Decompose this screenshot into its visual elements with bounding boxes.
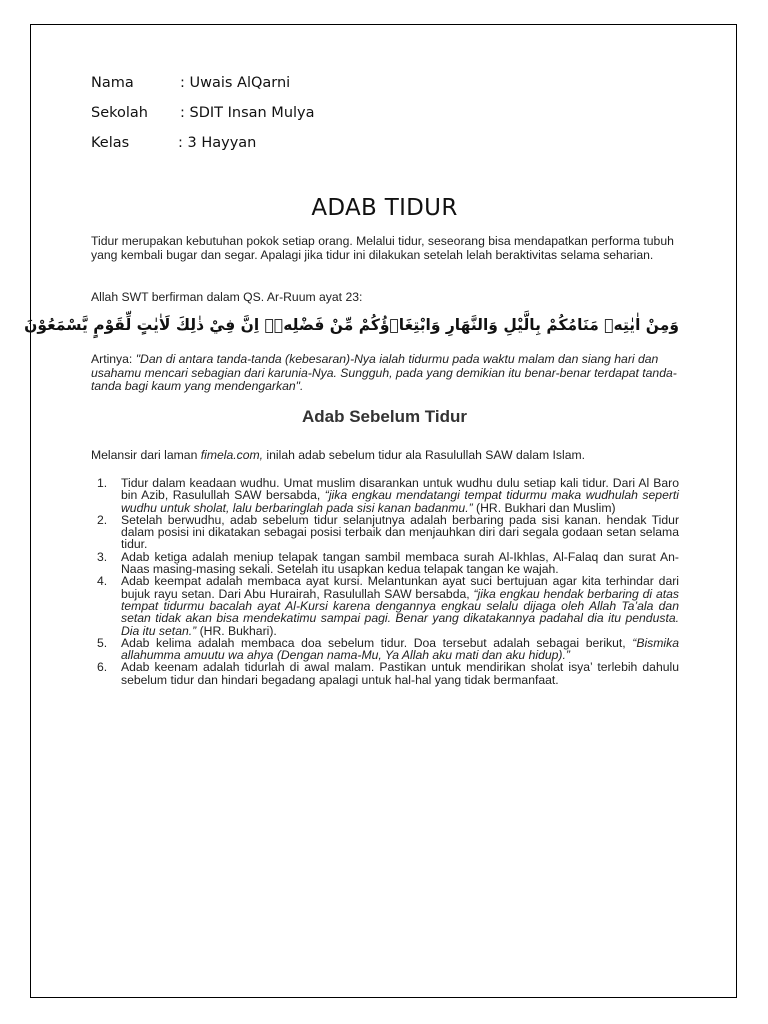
list-item <box>91 637 679 662</box>
source-before: Melansir dari laman <box>91 448 201 462</box>
list-after: (HR. Bukhari). <box>196 623 277 638</box>
school-value: : SDIT Insan Mulya <box>180 105 315 121</box>
list-number: 3. <box>97 549 108 564</box>
list-quote: “Bismika allahumma amuutu wa ahya (Dengan nama-Mu, Ya Allah aku mati dan aku hidup).” <box>121 635 679 663</box>
class-label: Kelas <box>91 135 130 151</box>
translation-prefix: Artinya: <box>91 352 136 366</box>
source-after: inilah adab sebelum tidur ala Rasulullah SAW dalam Islam. <box>263 448 586 462</box>
list-text: Setelah berwudhu, adab sebelum tidur selanjutnya adalah berbaring pada sisi kanan. hendak Tidur dalam posisi ini dikatakan sebagai posisi terbaik dan menjauhkan diri dari segala godaan setan selama tidur. <box>121 512 679 552</box>
section-subtitle: Adab Sebelum Tidur <box>302 407 467 426</box>
list-number: 6. <box>97 660 108 675</box>
list-item <box>91 477 679 514</box>
school-label: Sekolah <box>91 105 148 121</box>
list-item <box>91 661 679 686</box>
list-text: Adab ketiga adalah meniup telapak tangan sambil membaca surah Al-Ikhlas, Al-Falaq dan surat An-Naas masing-masing sekali. Setelah itu usapkan kedua telapak tangan ke wajah. <box>121 549 679 577</box>
name-value: : Uwais AlQarni <box>180 75 291 91</box>
allah-line: Allah SWT berfirman dalam QS. Ar-Ruum ayat 23: <box>91 290 363 304</box>
list-number: 1. <box>97 476 108 490</box>
translation-text: "Dan di antara tanda-tanda (kebesaran)-Nya ialah tidurmu pada waktu malam dan siang hari dan usahamu mencari sebagian dari karunia-Nya. Sungguh, pada yang demikian itu benar-benar terdapat tanda-tanda bagi kaum yang mendengarkan". <box>91 352 677 394</box>
source-site: fimela.com, <box>200 448 264 462</box>
document-page <box>24 24 737 998</box>
list-after: (HR. Bukhari dan Muslim) <box>472 500 616 515</box>
arabic-verse: وَمِنْ اٰيٰتِهٖ مَنَامُكُمْ بِالَّيْلِ وَالنَّهَارِ وَابْتِغَاۤؤُكُمْ مِّنْ فَضْلِهٖۗ اِنَّ فِيْ ذٰلِكَ لَاٰيٰتٍ لِّقَوْمٍ يَّسْمَعُوْنَ <box>24 316 679 334</box>
source-line <box>91 449 679 463</box>
list-quote: “jika engkau mendatangi tempat tidurmu maka wudhulah seperti wudhu untuk sholat, lalu berbaringlah pada sisi kanan badanmu.” <box>121 488 679 515</box>
intro-paragraph: Tidur merupakan kebutuhan pokok setiap orang. Melalui tidur, seseorang bisa mendapatkan performa tubuh yang kembali bugar dan segar. Apalagi jika tidur ini dilakukan setelah lelah beraktivitas selama seharian. <box>91 234 674 262</box>
name-label: Nama <box>91 75 134 91</box>
list-quote: “jika engkau hendak berbaring di atas tempat tidurmu bacalah ayat Al-Kursi karena dengannya engkau selalu dijaga oleh Allah Ta’ala dan setan tidak akan bisa mendekatimu sampai pagi. Benar yang dikatakannya padahal dia itu pendusta. Dia itu setan.” <box>121 586 679 638</box>
adab-list <box>91 477 679 686</box>
list-text: Tidur dalam keadaan wudhu. Umat muslim disarankan untuk wudhu dulu setiap kali tidur. Dari Al Baro bin Azib, Rasulullah SAW bersabda, <box>121 476 679 503</box>
page-title: ADAB TIDUR <box>311 195 458 221</box>
list-item <box>91 514 679 551</box>
list-text: Adab keempat adalah membaca ayat kursi. Melantunkan ayat suci bertujuan agar kita terhindar dari bujuk rayu setan. Dari Abu Hurairah, Rasulullah SAW bersabda, <box>121 574 679 601</box>
translation-paragraph <box>91 353 679 394</box>
list-number: 5. <box>97 635 108 650</box>
list-number: 4. <box>97 574 108 589</box>
list-item <box>91 551 679 576</box>
list-text: Adab keenam adalah tidurlah di awal malam. Pastikan untuk mendirikan sholat isya’ terlebih dahulu sebelum tidur dan hindari begadang apalagi untuk hal-hal yang tidak bermanfaat. <box>121 660 679 687</box>
class-value: : 3 Hayyan <box>178 135 257 151</box>
list-item <box>91 575 679 636</box>
list-number: 2. <box>97 512 108 527</box>
list-text: Adab kelima adalah membaca doa sebelum tidur. Doa tersebut adalah sebagai berikut, <box>121 635 633 650</box>
